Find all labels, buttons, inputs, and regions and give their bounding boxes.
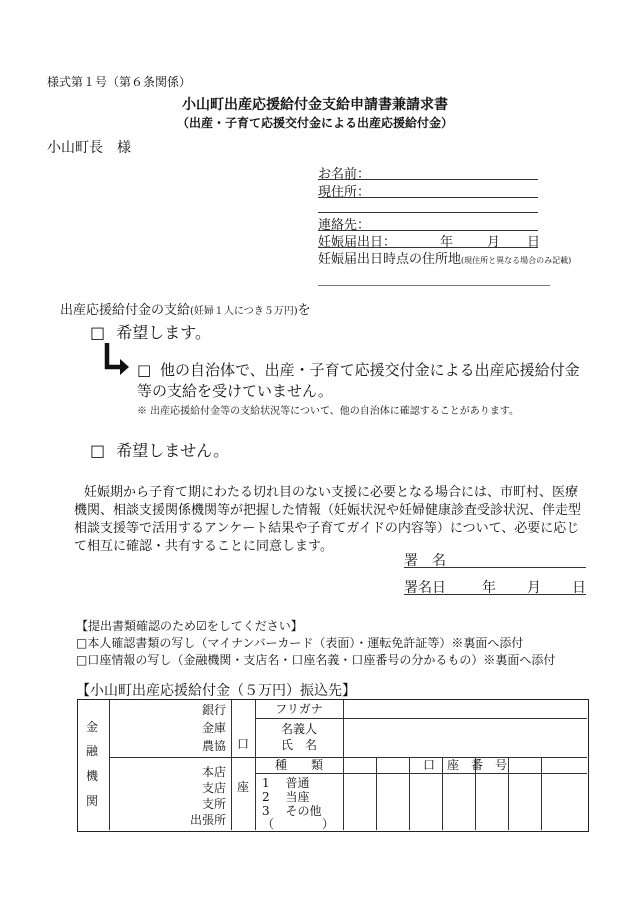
signature-label: 署 名 — [404, 553, 446, 569]
sign-date-field[interactable] — [404, 594, 586, 595]
sub-option-line2: 等の支給を受けていません。 — [137, 382, 333, 400]
pregnancy-date-label: 妊娠届出日： — [318, 235, 397, 250]
institution-name-input[interactable] — [110, 700, 230, 756]
fi-char-3: 機 — [86, 769, 99, 783]
option-yes-checkbox[interactable]: □ — [90, 323, 106, 342]
furigana-label: フリガナ — [275, 702, 323, 716]
pregnancy-day-label: 日 — [527, 235, 541, 250]
account-type-other-paren: （ ） — [262, 817, 335, 831]
address-field[interactable] — [318, 197, 538, 198]
branch-type-branch: 支店 — [201, 781, 226, 795]
holder-label-1: 名義人 — [280, 722, 317, 736]
consent-line-4: て相互に確認・共有することに同意します。 — [74, 539, 333, 554]
type-label: 種 類 — [274, 758, 323, 772]
account-char-1: 口 — [237, 737, 250, 751]
account-number-label: 口 座 番 号 — [422, 758, 507, 772]
sign-month-label: 月 — [527, 580, 541, 596]
form-number: 様式第１号（第６条関係） — [47, 75, 192, 89]
fi-char-1: 金 — [86, 720, 99, 734]
institution-type-bank: 銀行 — [201, 703, 226, 717]
name-label: お名前： — [318, 167, 371, 182]
holder-name-input[interactable] — [344, 719, 587, 756]
consent-line-2: 機関、相談支援関係機関等が把握した情報（妊娠状況や妊婦健康診査受診状況、伴走型 — [74, 503, 582, 518]
consent-line-1: 妊娠期から子育て期にわたる切れ目のない支援に必要となる場合には、市町村、医療 — [84, 485, 579, 500]
sign-date-label: 署名日 — [404, 580, 446, 596]
option-no: □ 希望しません。 — [90, 441, 230, 460]
bank-table — [77, 699, 589, 832]
sub-option-note: ※ 出産応援給付金等の支給状況等について、他の自治体に確認することがあります。 — [137, 406, 519, 417]
request-intro: 出産応援給付金の支給(妊婦１人につき５万円)を — [60, 303, 311, 318]
sign-year-label: 年 — [482, 580, 496, 596]
form-title: 小山町出産応援給付金支給申請書兼請求書 — [182, 97, 448, 113]
furigana-input[interactable] — [344, 700, 587, 717]
account-number-input[interactable] — [344, 774, 587, 830]
institution-type-nokyo: 農協 — [201, 739, 226, 753]
contact-label: 連絡先： — [318, 218, 371, 233]
document-item-id[interactable]: □本人確認書類の写し（マイナンバーカード（表面）・運転免許証等）※裏面へ添付 — [76, 636, 524, 650]
option-yes: □ 希望します。 — [90, 323, 211, 342]
institution-type-shinkin: 金庫 — [201, 721, 226, 735]
account-type-ordinary[interactable]: 1 普通 — [262, 776, 310, 790]
option-no-checkbox[interactable]: □ — [90, 441, 106, 460]
addressee: 小山町長 様 — [47, 140, 131, 156]
pregnancy-address-note: (現住所と異なる場合のみ記載) — [461, 256, 572, 265]
address-field-line2[interactable] — [318, 212, 538, 213]
account-type-other[interactable]: 3 その他 — [262, 804, 322, 818]
fi-char-4: 関 — [86, 794, 99, 808]
branch-type-office: 支所 — [201, 797, 226, 811]
signature-field[interactable] — [404, 567, 586, 568]
document-item-bank[interactable]: □口座情報の写し（金融機関・支店名・口座名義・口座番号の分かるもの）※裏面へ添付 — [76, 653, 556, 667]
pregnancy-address-field[interactable] — [318, 285, 550, 286]
sign-day-label: 日 — [572, 580, 586, 596]
name-field[interactable] — [318, 179, 538, 180]
pregnancy-year-label: 年 — [440, 235, 454, 250]
address-label: 現住所： — [318, 185, 371, 200]
sub-option-checkbox[interactable]: □ — [137, 361, 152, 379]
arrow-down-right-icon — [103, 343, 133, 379]
fi-char-2: 融 — [86, 744, 99, 758]
pregnancy-month-label: 月 — [487, 235, 501, 250]
consent-line-3: 相談支援等で活用するアンケート結果や子育てガイドの内容等）について、必要に応じ — [74, 521, 580, 536]
bank-header: 【小山町出産応援給付金（５万円）振込先】 — [76, 683, 356, 699]
form-subtitle: （出産・子育て応援交付金による出産応援給付金） — [176, 116, 453, 130]
branch-type-agency: 出張所 — [189, 813, 226, 827]
pregnancy-address-label: 妊娠届出日時点の住所地(現住所と異なる場合のみ記載) — [318, 252, 572, 267]
account-type-current[interactable]: 2 当座 — [262, 790, 310, 804]
sub-option: □ 他の自治体で、出産・子育て応援交付金による出産応援給付金 — [137, 361, 580, 379]
holder-label-2: 氏 名 — [280, 738, 317, 752]
account-char-2: 座 — [237, 780, 250, 794]
documents-header: 【提出書類確認のため☑をしてください】 — [76, 619, 303, 633]
branch-type-head: 本店 — [201, 765, 226, 779]
branch-name-input[interactable] — [110, 758, 230, 830]
